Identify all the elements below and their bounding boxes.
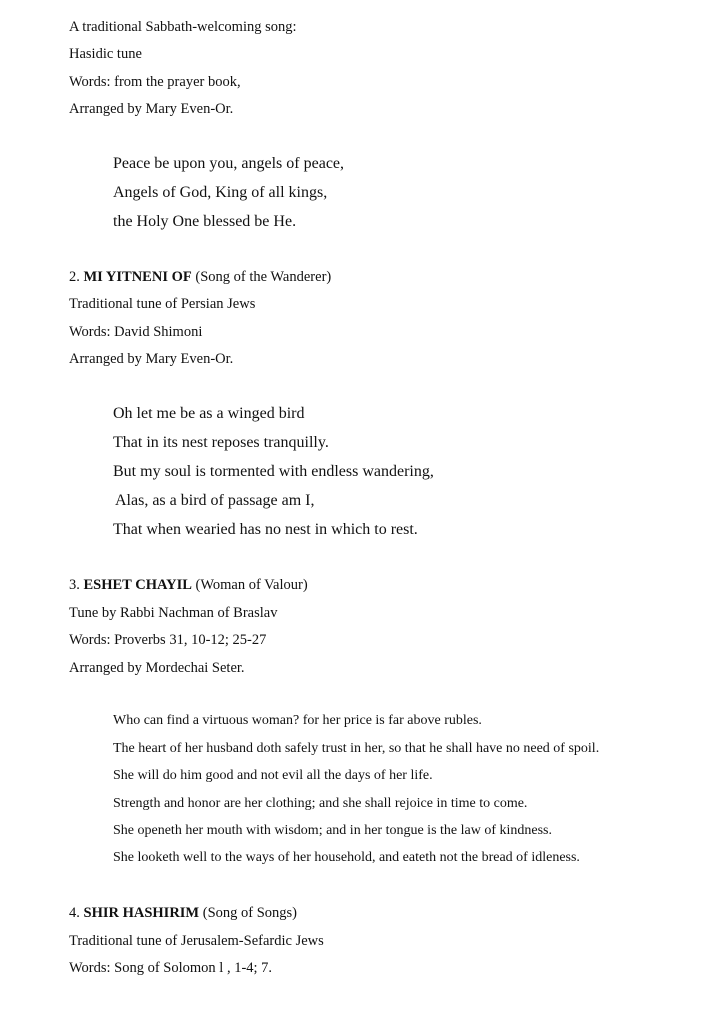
song-heading <box>69 578 308 593</box>
song-info-line: Traditional tune of Jerusalem-Sefardic Jews <box>69 933 324 949</box>
song-info-line: Tune by Rabbi Nachman of Braslav <box>69 605 278 621</box>
song-info-line: Arranged by Mordechai Seter. <box>69 660 245 676</box>
song-number: 3. <box>69 577 80 593</box>
verse-line: Angels of God, King of all kings, <box>113 184 328 201</box>
song-info-line: Words: Proverbs 31, 10-12; 25-27 <box>69 632 267 648</box>
song-heading <box>69 906 297 921</box>
verse-line: Who can find a virtuous woman? for her price is far above rubles. <box>113 713 482 728</box>
song-heading <box>69 270 331 285</box>
intro-line: A traditional Sabbath-welcoming song: <box>69 19 297 35</box>
verse-line: Alas, as a bird of passage am I, <box>115 492 315 509</box>
song-title: SHIR HASHIRIM <box>83 905 200 921</box>
verse-line: She openeth her mouth with wisdom; and in her tongue is the law of kindness. <box>113 823 552 838</box>
song-info-line: Arranged by Mary Even-Or. <box>69 351 234 367</box>
verse-line: Strength and honor are her clothing; and she shall rejoice in time to come. <box>113 796 528 811</box>
verse-line: Oh let me be as a winged bird <box>113 405 305 422</box>
song-title: ESHET CHAYIL <box>83 577 192 593</box>
verse-line: But my soul is tormented with endless wandering, <box>113 463 434 480</box>
intro-line: Words: from the prayer book, <box>69 74 241 90</box>
verse-line: the Holy One blessed be He. <box>113 213 297 230</box>
verse-line: She will do him good and not evil all the days of her life. <box>113 768 433 783</box>
verse-line: That in its nest reposes tranquilly. <box>113 434 329 451</box>
song-number: 4. <box>69 905 80 921</box>
verse-line: Peace be upon you, angels of peace, <box>113 155 345 172</box>
intro-line: Arranged by Mary Even-Or. <box>69 101 234 117</box>
song-number: 2. <box>69 269 80 285</box>
song-subtitle: (Song of Songs) <box>202 905 298 921</box>
song-subtitle: (Woman of Valour) <box>195 577 308 593</box>
verse-line: The heart of her husband doth safely trust in her, so that he shall have no need of spoil. <box>113 741 600 756</box>
intro-line: Hasidic tune <box>69 46 142 62</box>
verse-line: She looketh well to the ways of her household, and eateth not the bread of idleness. <box>113 850 580 865</box>
song-subtitle: (Song of the Wanderer) <box>195 269 332 285</box>
song-info-line: Words: Song of Solomon l , 1-4; 7. <box>69 960 273 976</box>
song-info-line: Words: David Shimoni <box>69 324 203 340</box>
verse-line: That when wearied has no nest in which to rest. <box>113 521 418 538</box>
song-title: MI YITNENI OF <box>83 269 192 285</box>
song-info-line: Traditional tune of Persian Jews <box>69 296 256 312</box>
